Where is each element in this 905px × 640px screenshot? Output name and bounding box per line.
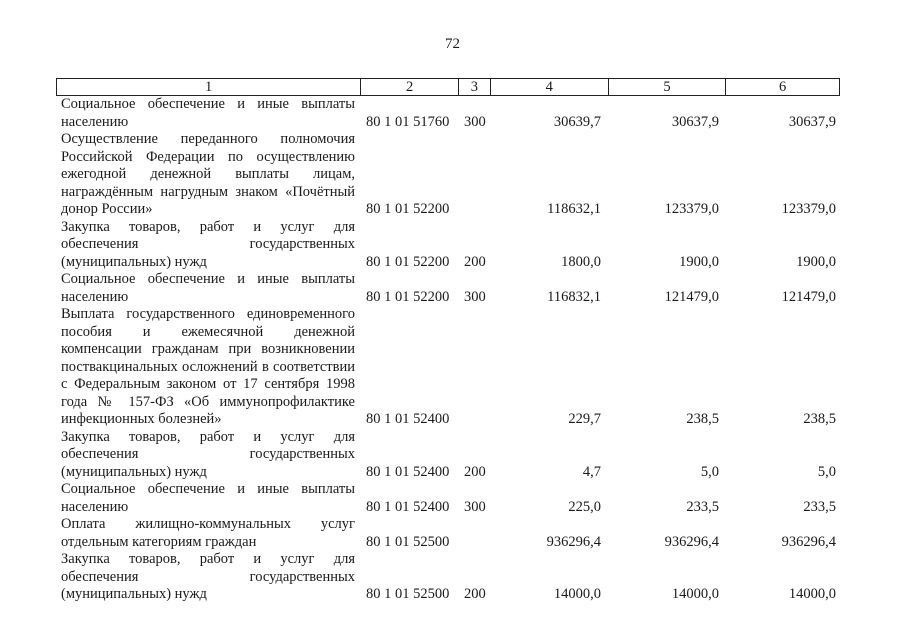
row-name: Социальное обеспечение и иные выплаты населению [61,271,355,305]
page-number: 72 [445,36,460,52]
row-value-6: 936296,4 [781,533,836,550]
row-value-6: 233,5 [803,498,836,515]
table-body [56,96,840,604]
row-code: 80 1 01 52500 [366,586,450,602]
row-value-4: 14000,0 [553,586,601,602]
row-value-5: 233,5 [686,498,719,515]
row-value-5: 936296,4 [664,533,719,550]
row-type: 300 [464,113,486,130]
row-value-4: 936296,4 [546,533,601,550]
row-code: 80 1 01 52200 [366,288,450,305]
row-type: 200 [464,463,486,480]
row-value-6: 238,5 [803,411,836,427]
row-value-5: 123379,0 [664,201,719,217]
row-value-5: 30637,9 [671,113,719,130]
table-row [56,131,840,219]
table-row [56,306,840,429]
row-name: Закупка товаров, работ и услуг для обеспечения государственных (муниципальных) нужд [61,218,355,270]
row-value-4: 1800,0 [561,253,601,270]
row-value-4: 118632,1 [547,201,601,217]
row-code: 80 1 01 52400 [366,463,450,480]
row-code: 80 1 01 52400 [366,498,450,515]
row-value-4: 4,7 [582,463,601,480]
row-value-4: 116832,1 [547,288,601,305]
row-value-5: 14000,0 [671,586,719,602]
table-row [56,516,840,551]
row-value-6: 30637,9 [788,113,836,130]
header-col-2: 2 [361,79,459,95]
header-col-3: 3 [459,79,491,95]
row-value-4: 30639,7 [553,113,601,130]
row-name: Социальное обеспечение и иные выплаты населению [61,481,355,515]
row-value-5: 5,0 [700,463,719,480]
row-code: 80 1 01 52200 [366,201,450,217]
table-row [56,96,840,131]
row-value-5: 121479,0 [664,288,719,305]
row-value-6: 5,0 [817,463,836,480]
row-value-6: 14000,0 [788,586,836,602]
row-value-6: 123379,0 [781,201,836,217]
row-type: 300 [464,498,486,515]
table-row [56,219,840,272]
row-code: 80 1 01 52200 [366,253,450,270]
row-value-4: 229,7 [568,411,601,427]
row-code: 80 1 01 52500 [366,533,450,550]
header-col-6: 6 [779,79,787,95]
row-value-5: 238,5 [686,411,719,427]
table-row [56,481,840,516]
header-col-5: 5 [609,79,727,95]
row-code: 80 1 01 52400 [366,411,450,427]
row-name: Осуществление переданного полномочия Российской Федерации по осуществлению ежегодной денежной выплаты лицам, награждённым нагрудным знаком «Почётный донор России» [61,131,355,217]
table-row [56,271,840,306]
row-name: Социальное обеспечение и иные выплаты населению [61,96,355,130]
row-value-4: 225,0 [568,498,601,515]
row-type: 300 [464,288,486,305]
table-row [56,429,840,482]
row-value-5: 1900,0 [679,253,719,270]
row-value-6: 1900,0 [796,253,836,270]
row-name: Закупка товаров, работ и услуг для обеспечения государственных (муниципальных) нужд [61,551,355,602]
row-type: 200 [464,586,486,602]
row-name: Выплата государственного единовременного пособия и ежемесячной денежной компенсации гражданам при возникновении поствакцинальных осложнений в соответствии с Федеральным законом от 17 сентября 1998 года № 157-ФЗ «Об иммунопрофилактике инфекционных болезней» [61,306,355,427]
row-type: 200 [464,253,486,270]
table-row [56,551,840,604]
row-code: 80 1 01 51760 [366,113,450,130]
row-name: Оплата жилищно-коммунальных услуг отдельным категориям граждан [61,516,355,550]
row-name: Закупка товаров, работ и услуг для обеспечения государственных (муниципальных) нужд [61,428,355,480]
header-col-1: 1 [57,79,361,95]
row-value-6: 121479,0 [781,288,836,305]
table-header [56,78,840,96]
header-col-4: 4 [491,79,609,95]
